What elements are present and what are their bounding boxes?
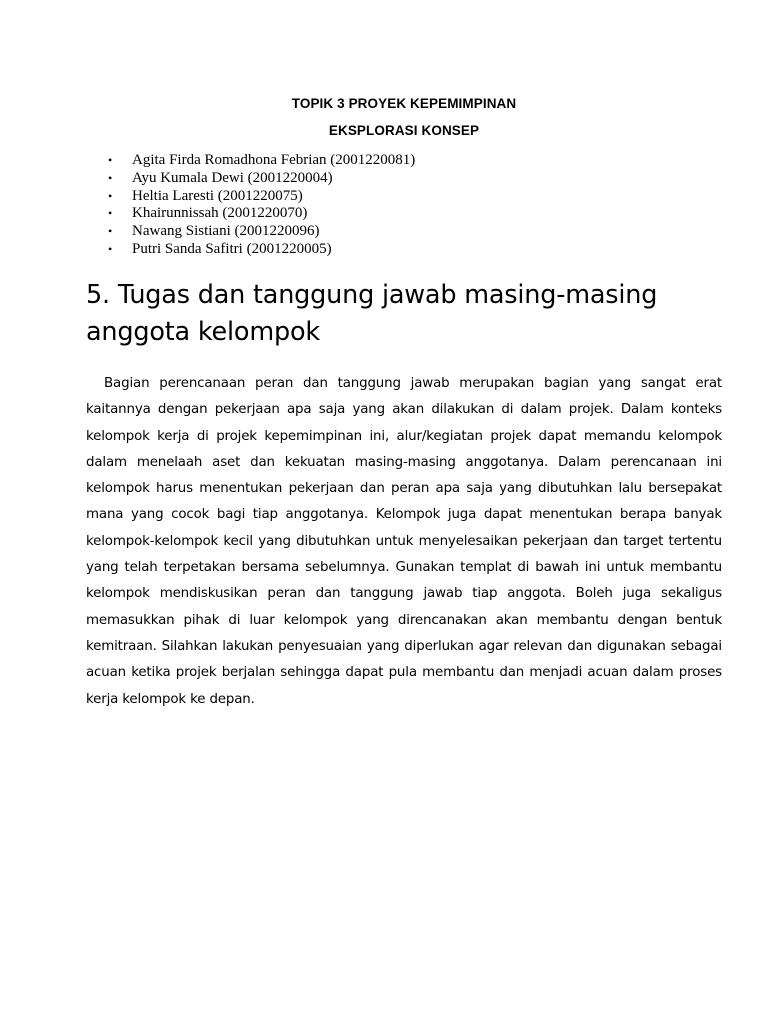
bullet-icon: • [108,206,113,221]
bullet-icon: • [108,153,113,167]
member-name: Putri Sanda Safitri (2001220005) [132,240,332,257]
member-name: Nawang Sistiani (2001220096) [132,223,320,240]
member-name: Khairunnissah (2001220070) [132,205,308,222]
bullet-icon: • [108,241,113,256]
member-item [108,223,415,241]
body-paragraph: Bagian perencanaan peran dan tanggung jawab merupakan bagian yang sangat erat kaitannya dengan pekerjaan apa saja yang akan dilakukan di dalam projek. Dalam konteks kelompok kerja di projek kepemimpinan ini, alur/kegiatan projek dapat memandu kelompok dalam menelaah aset dan kekuatan masing-masing anggotanya. Dalam perencanaan ini kelompok harus menentukan pekerjaan dan peran apa saja yang dibutuhkan lalu bersepakat mana yang cocok bagi tiap anggotanya. Kelompok juga dapat menentukan berapa banyak kelompok-kelompok kecil yang dibutuhkan untuk menyelesaikan pekerjaan dan target tertentu yang telah terpetakan bersama sebelumnya. Gunakan templat di bawah ini untuk membantu kelompok mendiskusikan peran dan tanggung jawab tiap anggota. Boleh juga sekaligus memasukkan pihak di luar kelompok yang direncanakan akan membantu dengan bentuk kemitraan. Silahkan lakukan penyesuaian yang diperlukan agar relevan dan digunakan sebagai acuan ketika projek berjalan sehingga dapat pula membantu dan menjadi acuan dalam proses kerja kelompok ke depan. [86,376,722,707]
section-heading: 5. Tugas dan tanggung jawab masing-masing anggota kelompok [86,280,658,347]
bullet-icon: • [108,188,113,203]
bullet-icon: • [108,170,113,185]
document-subtitle: EKSPLORASI KONSEP [328,123,480,138]
bullet-icon: • [108,224,113,239]
member-item [108,188,415,206]
member-name: Agita Firda Romadhona Febrian (2001220081) [132,152,416,168]
member-item [108,152,415,170]
member-list [108,152,415,259]
member-item [108,170,415,188]
member-name: Heltia Laresti (2001220075) [132,187,303,204]
member-item [108,241,415,259]
member-item [108,205,415,223]
document-title: TOPIK 3 PROYEK KEPEMIMPINAN [291,96,517,111]
member-name: Ayu Kumala Dewi (2001220004) [132,169,333,186]
